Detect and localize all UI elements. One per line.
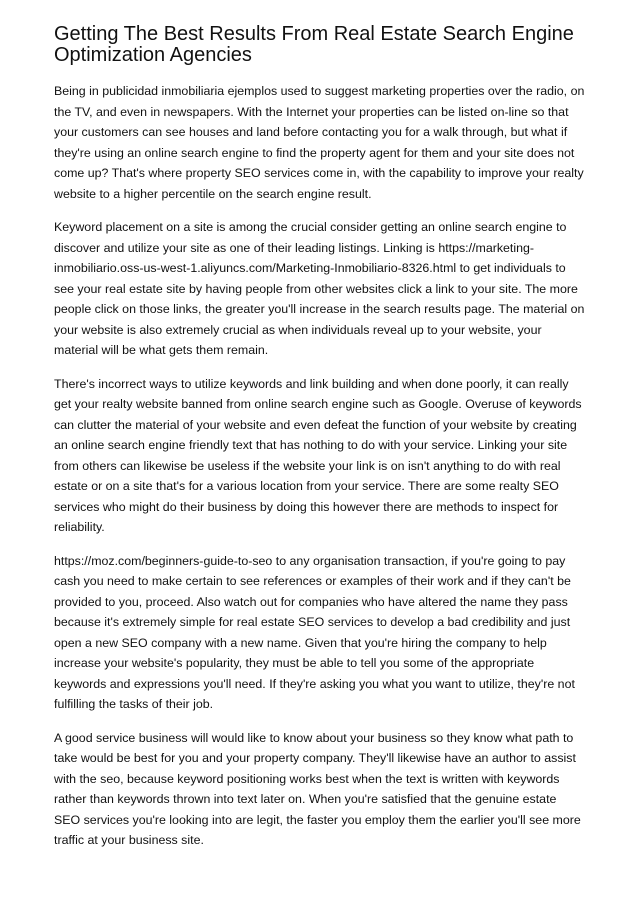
body-paragraph-4: https://moz.com/beginners-guide-to-seo to any organisation transaction, if you're going to pay cash you need to make certain to see references or examples of their work and if they can't be provided to you, proceed. Also watch out for companies who have altered the name they pass because it's extremely simple for real estate SEO services to develop a bad credibility and just open a new SEO company with a new name. Given that you're hiring the company to help increase your website's popularity, they must be able to tell you some of the appropriate keywords and expressions you'll need. If they're asking you what you want to utilize, they're not fulfilling the tasks of their job. xyxy=(54,553,575,711)
body-paragraph-1: Being in publicidad inmobiliaria ejemplos used to suggest marketing properties over the radio, on the TV, and even in newspapers. With the Internet your properties can be listed on-line so that your customers can see houses and land before contacting you for a walk through, but what if they're using an online search engine to find the property agent for them and your site does not come up? That's where property SEO services come in, with the capability to improve your realty website to a higher percentile on the search engine result. xyxy=(54,84,585,201)
body-paragraph-2: Keyword placement on a site is among the crucial consider getting an online search engine to discover and utilize your site as one of their leading listings. Linking is https://marketing-inmobiliario.oss-us-west-1.aliyuncs.com/Marketing-Inmobiliario-8326.html to get individuals to see your real estate site by having people from other websites click a link to your site. The more people click on those links, the greater you'll increase in the search results page. The material on your website is also extremely crucial as when individuals reveal up to your website, your material will be what gets them remain. xyxy=(54,220,585,357)
document-page xyxy=(54,24,586,864)
body-paragraph-5: A good service business will would like to know about your business so they know what path to take would be best for you and your property company. They'll likewise have an author to assist with the seo, because keyword positioning works best when the text is written with keywords rather than keywords thrown into text later on. When you're satisfied that the genuine estate SEO services you're looking into are legit, the faster you employ them the earlier you'll see more traffic at your business site. xyxy=(54,730,581,847)
body-paragraph-3: There's incorrect ways to utilize keywords and link building and when done poorly, it can really get your realty website banned from online search engine such as Google. Overuse of keywords can clutter the material of your website and even defeat the function of your website by creating an online search engine friendly text that has nothing to do with your service. Linking your site from others can likewise be useless if the website your link is on isn't anything to do with real estate or on a site that's for a various location from your service. There are some realty SEO services who might do their business by doing this however there are methods to inspect for reliability. xyxy=(54,376,582,534)
page-title-line-2: Optimization Agencies xyxy=(54,44,252,66)
page-title xyxy=(54,24,586,66)
page-title-line-1: Getting The Best Results From Real Estate Search Engine xyxy=(54,23,574,45)
